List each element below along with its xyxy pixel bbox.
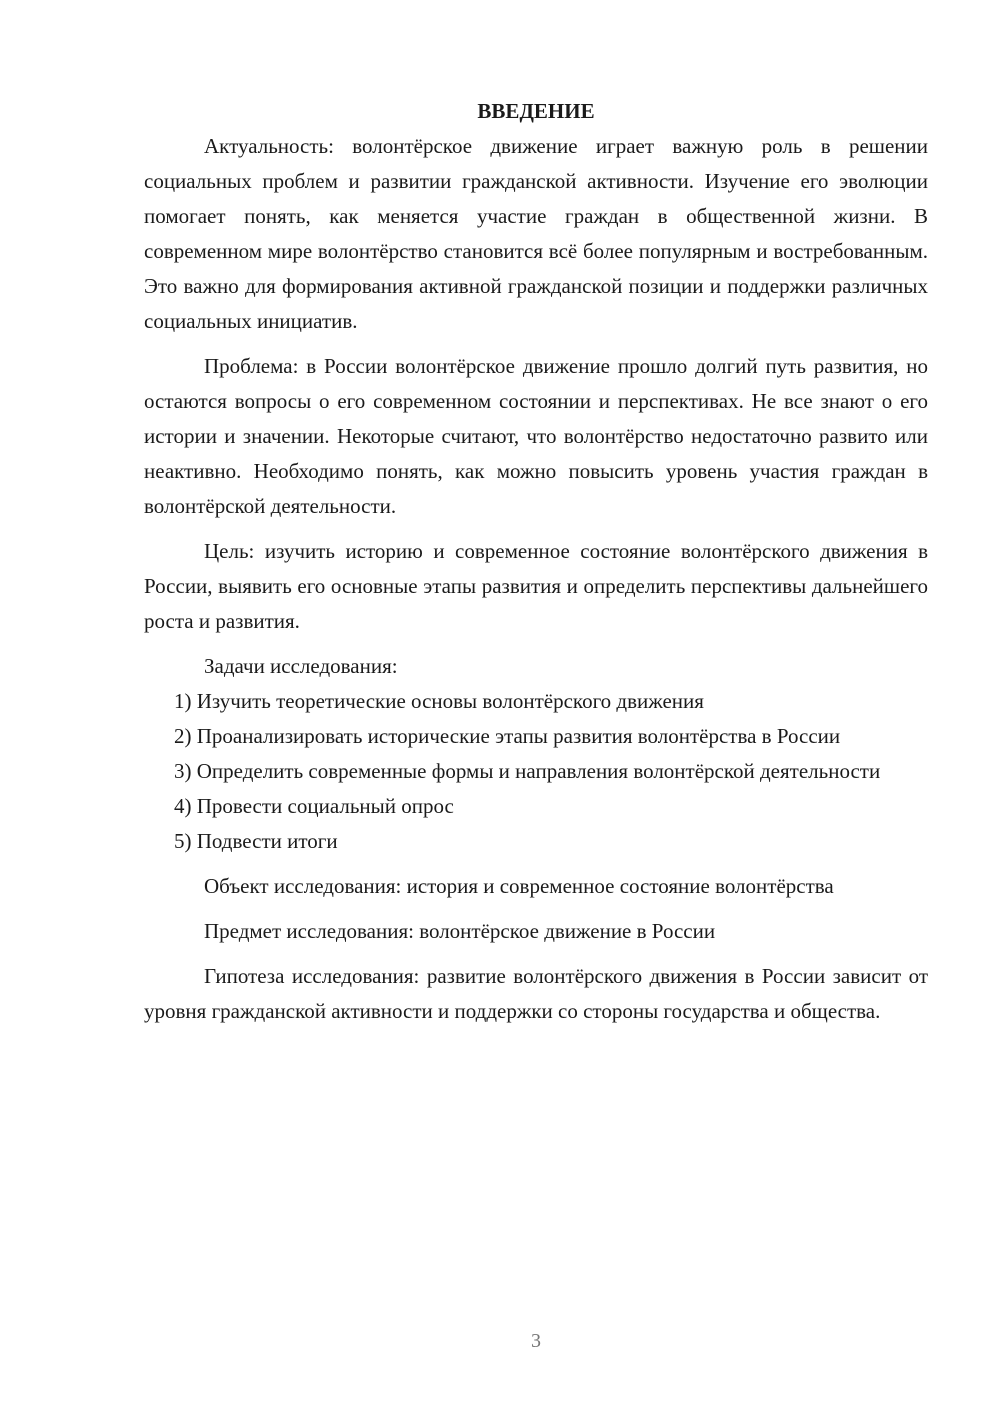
problem-paragraph: Проблема: в России волонтёрское движение прошло долгий путь развития, но остаются вопросы о его современном состоянии и перспективах. Не все знают о его истории и значении. Некоторые считают, что волонтёрство недостаточно развито или неактивно. Необходимо понять, как можно повысить уровень участия граждан в волонтёрской деятельности. bbox=[144, 354, 928, 518]
task-item-1: 1) Изучить теоретические основы волонтёрского движения bbox=[174, 689, 704, 713]
goal-paragraph: Цель: изучить историю и современное состояние волонтёрского движения в России, выявить его основные этапы развития и определить перспективы дальнейшего роста и развития. bbox=[144, 539, 928, 633]
task-item-3: 3) Определить современные формы и направления волонтёрской деятельности bbox=[174, 759, 881, 783]
object-paragraph: Объект исследования: история и современное состояние волонтёрства bbox=[204, 874, 834, 898]
task-item-4: 4) Провести социальный опрос bbox=[174, 794, 454, 818]
document-page bbox=[144, 94, 928, 1029]
tasks-heading: Задачи исследования: bbox=[204, 654, 398, 678]
page-title: ВВЕДЕНИЕ bbox=[477, 99, 595, 123]
task-item-2: 2) Проанализировать исторические этапы развития волонтёрства в России bbox=[174, 724, 841, 748]
subject-paragraph: Предмет исследования: волонтёрское движение в России bbox=[204, 919, 716, 943]
task-item-5: 5) Подвести итоги bbox=[174, 829, 338, 853]
hypothesis-paragraph: Гипотеза исследования: развитие волонтёрского движения в России зависит от уровня гражданской активности и поддержки со стороны государства и общества. bbox=[144, 964, 928, 1023]
page-number: 3 bbox=[531, 1330, 541, 1352]
relevance-paragraph: Актуальность: волонтёрское движение играет важную роль в решении социальных проблем и развитии гражданской активности. Изучение его эволюции помогает понять, как меняется участие граждан в общественной жизни. В современном мире волонтёрство становится всё более популярным и востребованным. Это важно для формирования активной гражданской позиции и поддержки различных социальных инициатив. bbox=[144, 134, 928, 333]
